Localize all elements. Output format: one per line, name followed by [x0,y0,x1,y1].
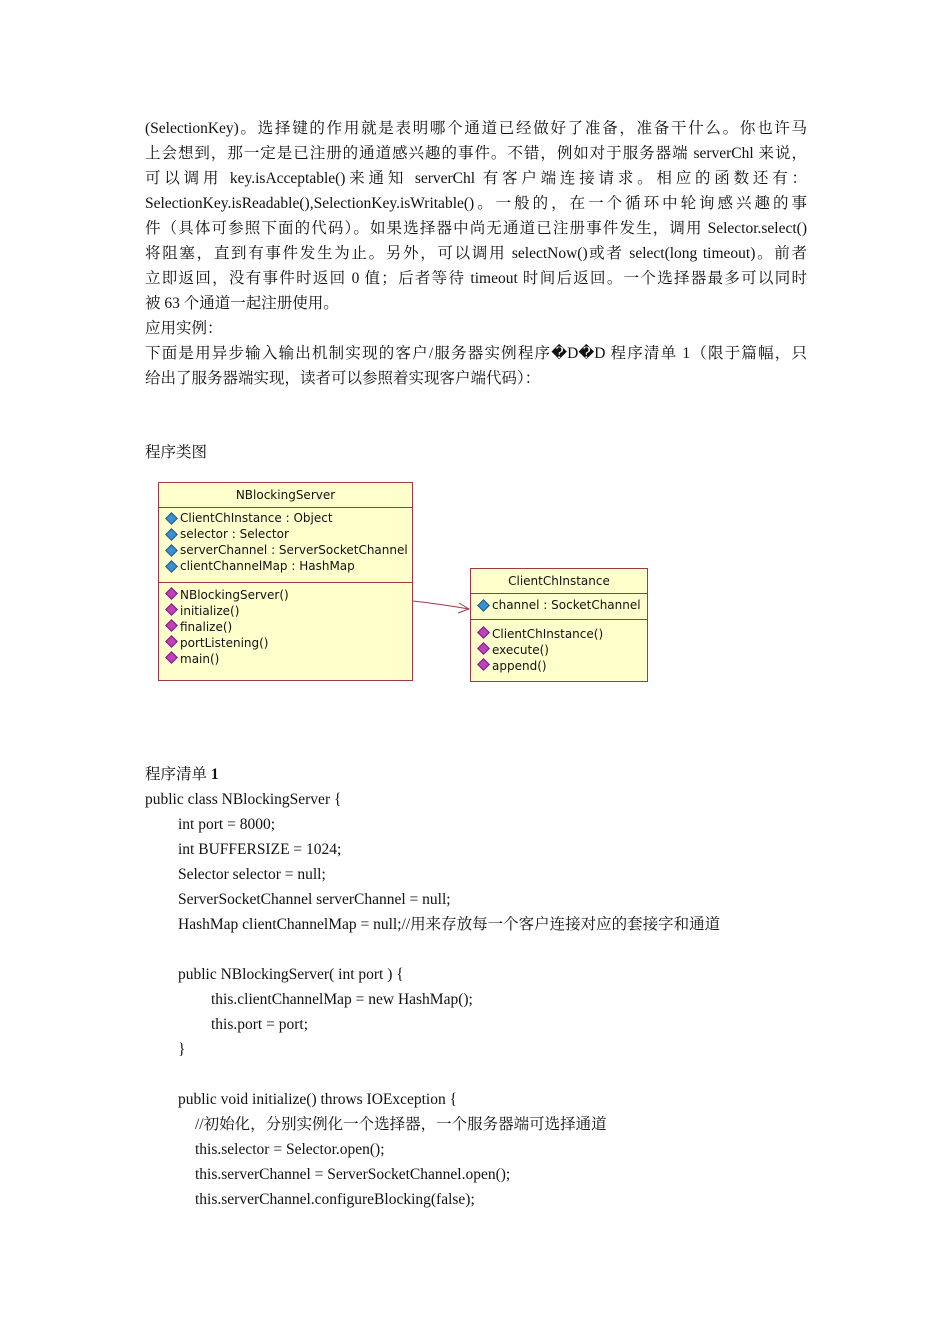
uml-operation: ClientChInstance() [479,626,647,642]
uml-attribute: clientChannelMap : HashMap [167,558,412,574]
text-line: 立即返回，没有事件时返回 0 值；后者等待 timeout 时间后返回。一个选择器最多可以同时 [145,270,807,287]
code-line: //初始化，分别实例化一个选择器，一个服务器端可选择通道 [195,1116,607,1133]
uml-operation: initialize() [167,603,412,619]
uml-operation: finalize() [167,619,412,635]
uml-class-name: NBlockingServer [159,483,412,508]
uml-operation: execute() [479,642,647,658]
code-listing [145,787,720,1212]
listing-title-prefix: 程序清单 [145,766,211,783]
code-line: ServerSocketChannel serverChannel = null; [178,891,451,908]
uml-operation: portListening() [167,635,412,651]
code-line [145,1062,720,1087]
code-line: public class NBlockingServer { [145,791,342,808]
code-line: HashMap clientChannelMap = null;//用来存放每一个客户连接对应的套接字和通道 [178,916,721,933]
text-line: 将阻塞，直到有事件发生为止。另外，可以调用 selectNow()或者 select(long timeout)。前者 [145,245,807,262]
code-line: int port = 8000; [178,816,276,833]
listing-title-number: 1 [210,766,219,783]
section-heading-example: 应用实例： [145,320,223,337]
uml-operation: append() [479,658,647,674]
uml-attribute: selector : Selector [167,526,412,542]
uml-attribute: channel : SocketChannel [479,597,647,613]
text-line: 上会想到，那一定是已注册的通道感兴趣的事件。不错，例如对于服务器端 serverChl 来说， [145,145,807,162]
uml-attribute: ClientChInstance : Object [167,510,412,526]
uml-attribute: serverChannel : ServerSocketChannel [167,542,412,558]
class-diagram-title: 程序类图 [145,444,208,461]
code-line: public void initialize() throws IOException { [178,1091,458,1108]
code-line: this.port = port; [211,1016,309,1033]
code-line: } [178,1041,186,1058]
text-line: 下面是用异步输入输出机制实现的客户/服务器实例程序�D�D 程序清单 1（限于篇幅，只 [145,345,807,362]
uml-operation: main() [167,651,412,667]
text-line: 被 63 个通道一起注册使用。 [145,295,339,312]
code-line: this.serverChannel.configureBlocking(false); [195,1191,475,1208]
text-line: 件（具体可参照下面的代码）。如果选择器中尚无通道已注册事件发生，调用 Selector.select() [145,220,807,237]
text-line: (SelectionKey)。选择键的作用就是表明哪个通道已经做好了准备，准备干什么。你也许马 [145,120,807,137]
code-line: this.clientChannelMap = new HashMap(); [211,991,473,1008]
code-line: int BUFFERSIZE = 1024; [178,841,342,858]
uml-class-name: ClientChInstance [471,569,647,594]
text-line: 给出了服务器端实现，读者可以参照着实现客户端代码）： [145,370,541,387]
code-line: public NBlockingServer( int port ) { [178,966,404,983]
text-line: SelectionKey.isReadable(),SelectionKey.isWritable()。一般的，在一个循环中轮询感兴趣的事 [145,195,807,212]
code-line [145,937,720,962]
code-line: this.selector = Selector.open(); [195,1141,385,1158]
code-line: this.serverChannel = ServerSocketChannel.open(); [195,1166,511,1183]
text-line: 可以调用 key.isAcceptable()来通知 serverChl 有客户端连接请求。相应的函数还有： [145,170,807,187]
uml-operation: NBlockingServer() [167,587,412,603]
code-line: Selector selector = null; [178,866,326,883]
listing-title [145,762,219,787]
